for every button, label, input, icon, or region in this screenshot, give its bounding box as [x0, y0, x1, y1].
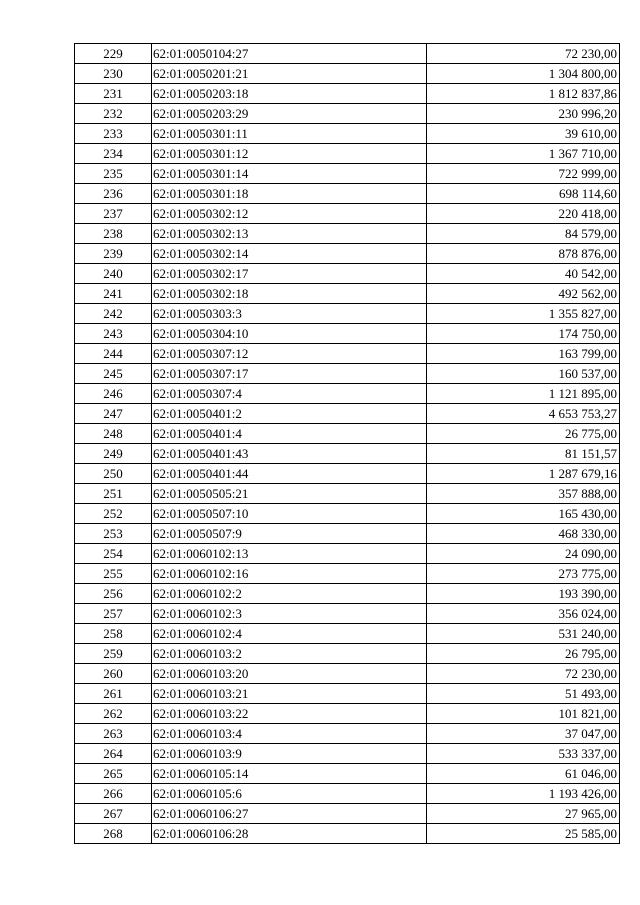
row-number-cell: 244 [75, 344, 152, 364]
cadastral-number-cell: 62:01:0060102:4 [152, 624, 427, 644]
table-row [75, 144, 620, 164]
cadastral-number-cell: 62:01:0060106:27 [152, 804, 427, 824]
row-number-cell: 235 [75, 164, 152, 184]
cadastral-number-cell: 62:01:0060103:20 [152, 664, 427, 684]
cadastral-number-cell: 62:01:0050401:44 [152, 464, 427, 484]
cadastral-value-cell: 356 024,00 [427, 604, 620, 624]
table-row [75, 304, 620, 324]
cadastral-number-cell: 62:01:0050401:2 [152, 404, 427, 424]
row-number-cell: 265 [75, 764, 152, 784]
cadastral-value-cell: 492 562,00 [427, 284, 620, 304]
cadastral-value-cell: 24 090,00 [427, 544, 620, 564]
cadastral-value-cell: 1 367 710,00 [427, 144, 620, 164]
row-number-cell: 266 [75, 784, 152, 804]
row-number-cell: 249 [75, 444, 152, 464]
cadastral-value-cell: 531 240,00 [427, 624, 620, 644]
row-number-cell: 252 [75, 504, 152, 524]
cadastral-value-cell: 722 999,00 [427, 164, 620, 184]
cadastral-number-cell: 62:01:0050201:21 [152, 64, 427, 84]
cadastral-value-cell: 273 775,00 [427, 564, 620, 584]
cadastral-value-cell: 468 330,00 [427, 524, 620, 544]
cadastral-number-cell: 62:01:0060103:4 [152, 724, 427, 744]
row-number-cell: 262 [75, 704, 152, 724]
row-number-cell: 248 [75, 424, 152, 444]
cadastral-number-cell: 62:01:0050307:17 [152, 364, 427, 384]
row-number-cell: 251 [75, 484, 152, 504]
table-row [75, 84, 620, 104]
row-number-cell: 237 [75, 204, 152, 224]
cadastral-value-cell: 39 610,00 [427, 124, 620, 144]
cadastral-number-cell: 62:01:0050302:17 [152, 264, 427, 284]
cadastral-number-cell: 62:01:0050301:12 [152, 144, 427, 164]
table-row [75, 704, 620, 724]
table-row [75, 284, 620, 304]
cadastral-number-cell: 62:01:0050307:4 [152, 384, 427, 404]
cadastral-number-cell: 62:01:0050302:14 [152, 244, 427, 264]
land-plot-table [74, 43, 620, 844]
cadastral-number-cell: 62:01:0060103:22 [152, 704, 427, 724]
row-number-cell: 241 [75, 284, 152, 304]
cadastral-value-cell: 72 230,00 [427, 44, 620, 64]
cadastral-value-cell: 101 821,00 [427, 704, 620, 724]
table-row [75, 184, 620, 204]
row-number-cell: 254 [75, 544, 152, 564]
table-row [75, 664, 620, 684]
row-number-cell: 267 [75, 804, 152, 824]
row-number-cell: 246 [75, 384, 152, 404]
cadastral-value-cell: 220 418,00 [427, 204, 620, 224]
row-number-cell: 238 [75, 224, 152, 244]
table-row [75, 544, 620, 564]
cadastral-value-cell: 26 775,00 [427, 424, 620, 444]
row-number-cell: 261 [75, 684, 152, 704]
cadastral-value-cell: 174 750,00 [427, 324, 620, 344]
cadastral-value-cell: 72 230,00 [427, 664, 620, 684]
table-row [75, 624, 620, 644]
cadastral-value-cell: 230 996,20 [427, 104, 620, 124]
cadastral-number-cell: 62:01:0050301:11 [152, 124, 427, 144]
cadastral-number-cell: 62:01:0050301:14 [152, 164, 427, 184]
row-number-cell: 234 [75, 144, 152, 164]
cadastral-number-cell: 62:01:0050203:29 [152, 104, 427, 124]
row-number-cell: 229 [75, 44, 152, 64]
cadastral-value-cell: 533 337,00 [427, 744, 620, 764]
table-row [75, 324, 620, 344]
cadastral-value-cell: 40 542,00 [427, 264, 620, 284]
cadastral-number-cell: 62:01:0060102:3 [152, 604, 427, 624]
table-row [75, 584, 620, 604]
cadastral-value-cell: 165 430,00 [427, 504, 620, 524]
row-number-cell: 247 [75, 404, 152, 424]
row-number-cell: 255 [75, 564, 152, 584]
row-number-cell: 258 [75, 624, 152, 644]
cadastral-number-cell: 62:01:0050304:10 [152, 324, 427, 344]
row-number-cell: 230 [75, 64, 152, 84]
table-row [75, 244, 620, 264]
table-row [75, 204, 620, 224]
table-row [75, 724, 620, 744]
cadastral-value-cell: 81 151,57 [427, 444, 620, 464]
table-row [75, 364, 620, 384]
table-row [75, 344, 620, 364]
cadastral-number-cell: 62:01:0060105:14 [152, 764, 427, 784]
cadastral-number-cell: 62:01:0060103:2 [152, 644, 427, 664]
row-number-cell: 250 [75, 464, 152, 484]
cadastral-number-cell: 62:01:0050302:13 [152, 224, 427, 244]
row-number-cell: 240 [75, 264, 152, 284]
row-number-cell: 231 [75, 84, 152, 104]
cadastral-number-cell: 62:01:0050302:12 [152, 204, 427, 224]
cadastral-value-cell: 1 304 800,00 [427, 64, 620, 84]
table-row [75, 804, 620, 824]
table-row [75, 224, 620, 244]
row-number-cell: 245 [75, 364, 152, 384]
table-row [75, 64, 620, 84]
row-number-cell: 232 [75, 104, 152, 124]
cadastral-number-cell: 62:01:0050303:3 [152, 304, 427, 324]
cadastral-value-cell: 878 876,00 [427, 244, 620, 264]
table-row [75, 744, 620, 764]
cadastral-value-cell: 1 193 426,00 [427, 784, 620, 804]
cadastral-value-cell: 4 653 753,27 [427, 404, 620, 424]
row-number-cell: 257 [75, 604, 152, 624]
cadastral-number-cell: 62:01:0060102:2 [152, 584, 427, 604]
cadastral-number-cell: 62:01:0050401:43 [152, 444, 427, 464]
cadastral-value-cell: 698 114,60 [427, 184, 620, 204]
cadastral-number-cell: 62:01:0050507:9 [152, 524, 427, 544]
cadastral-number-cell: 62:01:0060103:21 [152, 684, 427, 704]
cadastral-number-cell: 62:01:0050203:18 [152, 84, 427, 104]
row-number-cell: 253 [75, 524, 152, 544]
cadastral-value-cell: 27 965,00 [427, 804, 620, 824]
table-row [75, 564, 620, 584]
table-row [75, 644, 620, 664]
row-number-cell: 259 [75, 644, 152, 664]
table-row [75, 44, 620, 64]
table-row [75, 464, 620, 484]
row-number-cell: 256 [75, 584, 152, 604]
cadastral-value-cell: 51 493,00 [427, 684, 620, 704]
table-row [75, 264, 620, 284]
cadastral-value-cell: 1 812 837,86 [427, 84, 620, 104]
cadastral-value-cell: 61 046,00 [427, 764, 620, 784]
table-row [75, 504, 620, 524]
cadastral-number-cell: 62:01:0050301:18 [152, 184, 427, 204]
cadastral-number-cell: 62:01:0050505:21 [152, 484, 427, 504]
row-number-cell: 233 [75, 124, 152, 144]
cadastral-value-cell: 1 287 679,16 [427, 464, 620, 484]
row-number-cell: 242 [75, 304, 152, 324]
cadastral-value-cell: 163 799,00 [427, 344, 620, 364]
cadastral-number-cell: 62:01:0060106:28 [152, 824, 427, 844]
table-row [75, 824, 620, 844]
table-row [75, 444, 620, 464]
cadastral-value-cell: 25 585,00 [427, 824, 620, 844]
table-row [75, 484, 620, 504]
row-number-cell: 236 [75, 184, 152, 204]
cadastral-value-cell: 26 795,00 [427, 644, 620, 664]
table-row [75, 684, 620, 704]
cadastral-number-cell: 62:01:0060102:13 [152, 544, 427, 564]
table-row [75, 764, 620, 784]
cadastral-value-cell: 160 537,00 [427, 364, 620, 384]
cadastral-value-cell: 37 047,00 [427, 724, 620, 744]
cadastral-number-cell: 62:01:0050104:27 [152, 44, 427, 64]
cadastral-number-cell: 62:01:0060103:9 [152, 744, 427, 764]
cadastral-number-cell: 62:01:0050307:12 [152, 344, 427, 364]
table-row [75, 104, 620, 124]
cadastral-number-cell: 62:01:0060102:16 [152, 564, 427, 584]
table-row [75, 404, 620, 424]
cadastral-value-cell: 1 121 895,00 [427, 384, 620, 404]
cadastral-number-cell: 62:01:0050302:18 [152, 284, 427, 304]
cadastral-value-cell: 1 355 827,00 [427, 304, 620, 324]
table-row [75, 524, 620, 544]
table-row [75, 124, 620, 144]
table-body [75, 44, 620, 844]
table-row [75, 784, 620, 804]
table-row [75, 424, 620, 444]
cadastral-number-cell: 62:01:0060105:6 [152, 784, 427, 804]
row-number-cell: 260 [75, 664, 152, 684]
cadastral-value-cell: 193 390,00 [427, 584, 620, 604]
row-number-cell: 239 [75, 244, 152, 264]
row-number-cell: 263 [75, 724, 152, 744]
cadastral-number-cell: 62:01:0050507:10 [152, 504, 427, 524]
cadastral-value-cell: 84 579,00 [427, 224, 620, 244]
table-row [75, 384, 620, 404]
table-row [75, 604, 620, 624]
cadastral-number-cell: 62:01:0050401:4 [152, 424, 427, 444]
table-row [75, 164, 620, 184]
row-number-cell: 264 [75, 744, 152, 764]
row-number-cell: 268 [75, 824, 152, 844]
cadastral-value-cell: 357 888,00 [427, 484, 620, 504]
row-number-cell: 243 [75, 324, 152, 344]
